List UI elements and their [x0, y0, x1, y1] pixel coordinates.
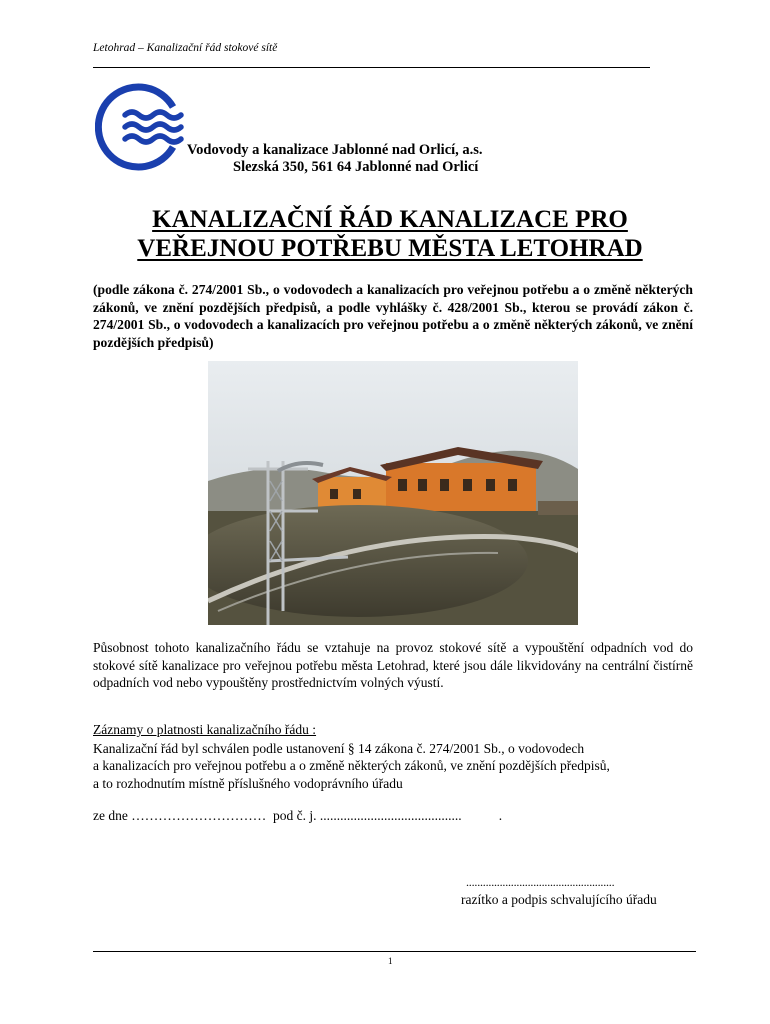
approval-date-line: ze dne ………………………… pod č. j. .......................................... . — [93, 808, 503, 823]
title-line-1: KANALIZAČNÍ ŘÁD KANALIZACE PRO — [152, 206, 628, 233]
wastewater-treatment-plant-photo — [208, 361, 578, 625]
signature-line: ..................................................... — [466, 875, 615, 889]
records-line-1: Kanalizační řád byl schválen podle ustanovení § 14 zákona č. 274/2001 Sb., o vodovodech — [93, 741, 585, 756]
organization-name: Vodovody a kanalizace Jablonné nad Orlicí, a.s. — [187, 142, 483, 158]
water-waves-logo-icon — [95, 77, 195, 177]
title-line-2: VEŘEJNOU POTŘEBU MĚSTA LETOHRAD — [137, 235, 643, 262]
document-title — [110, 205, 670, 263]
organization-address: Slezská 350, 561 64 Jablonné nad Orlicí — [233, 159, 479, 175]
legal-basis-note: (podle zákona č. 274/2001 Sb., o vodovodech a kanalizacích pro veřejnou potřebu a o změně některých zákonů, ve znění pozdějších předpisů, a podle vyhlášky č. 428/2001 Sb., kterou se provádí zákon č. 274/2001 Sb., o vodovodech a kanalizacích pro veřejnou potřebu a o změně některých zákonů, ve znění pozdějších předpisů) — [93, 282, 693, 350]
records-line-3: a to rozhodnutím místně příslušného vodoprávního úřadu — [93, 775, 403, 791]
validity-records-heading: Záznamy o platnosti kanalizačního řádu : — [93, 722, 317, 737]
signature-label: razítko a podpis schvalujícího úřadu — [461, 892, 657, 907]
records-line-2: a kanalizacích pro veřejnou potřebu a o změně některých zákonů, ve znění pozdějších předpisů, — [93, 758, 610, 774]
validity-records-text — [93, 740, 703, 792]
header-divider — [93, 67, 650, 68]
page-number: 1 — [388, 956, 393, 966]
scope-paragraph: Působnost tohoto kanalizačního řádu se vztahuje na provoz stokové sítě a vypouštění odpadních vod do stokové sítě kanalizace pro veřejnou potřebu města Letohrad, které jsou dále likvidovány na centrální čistírně odpadních vod nebo vypouštěny prostřednictvím volných výustí. — [93, 640, 693, 690]
footer-divider — [93, 951, 696, 952]
running-header: Letohrad – Kanalizační řád stokové sítě — [93, 42, 278, 54]
